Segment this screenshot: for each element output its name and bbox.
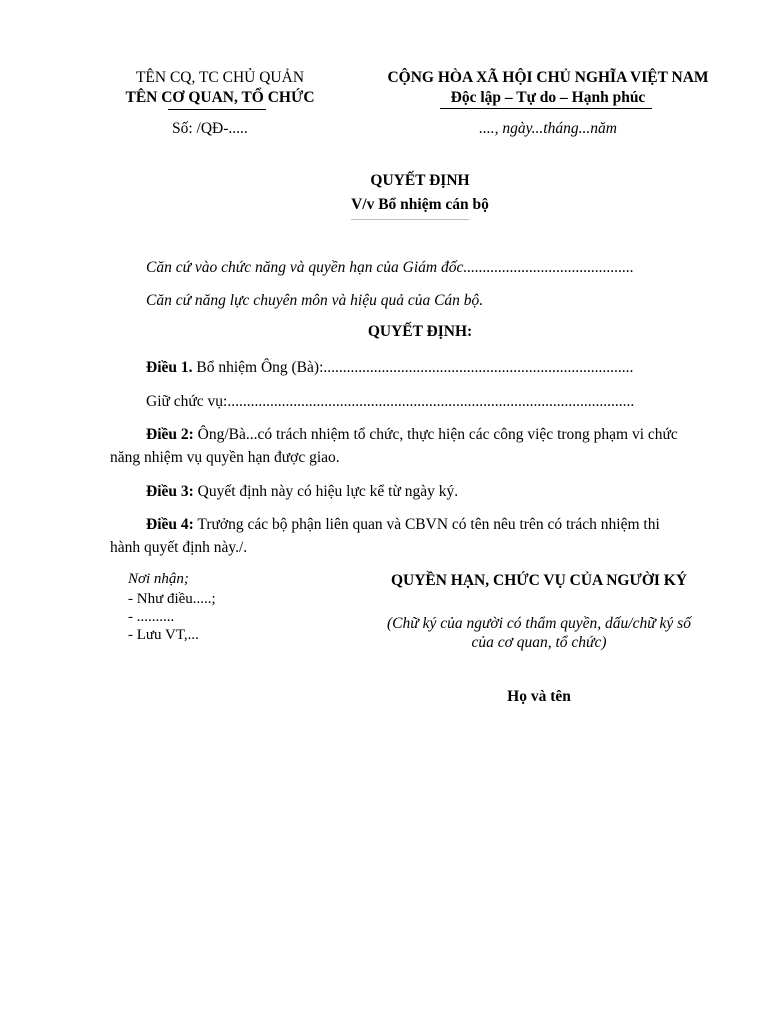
document-subject: V/v Bổ nhiệm cán bộ xyxy=(351,196,489,213)
decision-heading: QUYẾT ĐỊNH: xyxy=(367,323,473,340)
article-1-position: Giữ chức vụ:......................................................................................................... xyxy=(146,393,635,410)
basis-line-1: Căn cứ vào chức năng và quyền hạn của Giám đốc............................................ xyxy=(146,259,634,276)
article-1-text: Bổ nhiệm Ông (Bà):................................................................................ xyxy=(192,359,634,376)
article-4 xyxy=(110,513,685,559)
national-motto: Độc lập – Tự do – Hạnh phúc xyxy=(450,89,646,106)
parent-agency: TÊN CQ, TC CHỦ QUẢN xyxy=(135,69,305,86)
title-underline xyxy=(351,219,469,220)
motto-underline xyxy=(440,108,652,109)
article-2-text: Ông/Bà...có trách nhiệm tổ chức, thực hiện các công việc trong phạm vi chức năng nhiệm vụ quyền hạn được giao. xyxy=(110,426,678,466)
national-heading xyxy=(358,68,738,108)
agency-underline xyxy=(168,109,266,110)
article-1 xyxy=(110,356,685,379)
article-3-label: Điều 3: xyxy=(146,483,194,500)
article-2 xyxy=(110,423,685,469)
basis-line-2: Căn cứ năng lực chuyên môn và hiệu quả của Cán bộ. xyxy=(146,292,484,309)
article-1-label: Điều 1. xyxy=(146,359,193,376)
recipient-item: - Như điều.....; xyxy=(128,591,216,607)
recipient-item: - .......... xyxy=(128,609,175,625)
article-2-label: Điều 2: xyxy=(146,426,194,443)
recipients-heading: Nơi nhận; xyxy=(128,571,189,587)
document-title: QUYẾT ĐỊNH xyxy=(370,172,470,189)
signer-name: Họ và tên xyxy=(507,688,571,705)
country-name: CỘNG HÒA XÃ HỘI CHỦ NGHĨA VIỆT NAM xyxy=(387,69,709,86)
agency-block xyxy=(100,68,340,108)
document-number: Số: /QĐ-..... xyxy=(172,120,248,137)
recipient-item: - Lưu VT,... xyxy=(128,627,199,643)
signer-authority: QUYỀN HẠN, CHỨC VỤ CỦA NGƯỜI KÝ xyxy=(390,572,688,589)
article-3 xyxy=(110,480,685,503)
signature-note: (Chữ ký của người có thẩm quyền, dấu/chữ ký số của cơ quan, tổ chức) xyxy=(387,615,691,651)
agency-name: TÊN CƠ QUAN, TỔ CHỨC xyxy=(125,89,315,106)
article-4-label: Điều 4: xyxy=(146,516,194,533)
article-3-text: Quyết định này có hiệu lực kể từ ngày ký. xyxy=(193,483,459,500)
article-4-text: Trưởng các bộ phận liên quan và CBVN có tên nêu trên có trách nhiệm thi hành quyết định này./. xyxy=(110,516,660,556)
date-place: ...., ngày...tháng...năm xyxy=(479,120,617,137)
